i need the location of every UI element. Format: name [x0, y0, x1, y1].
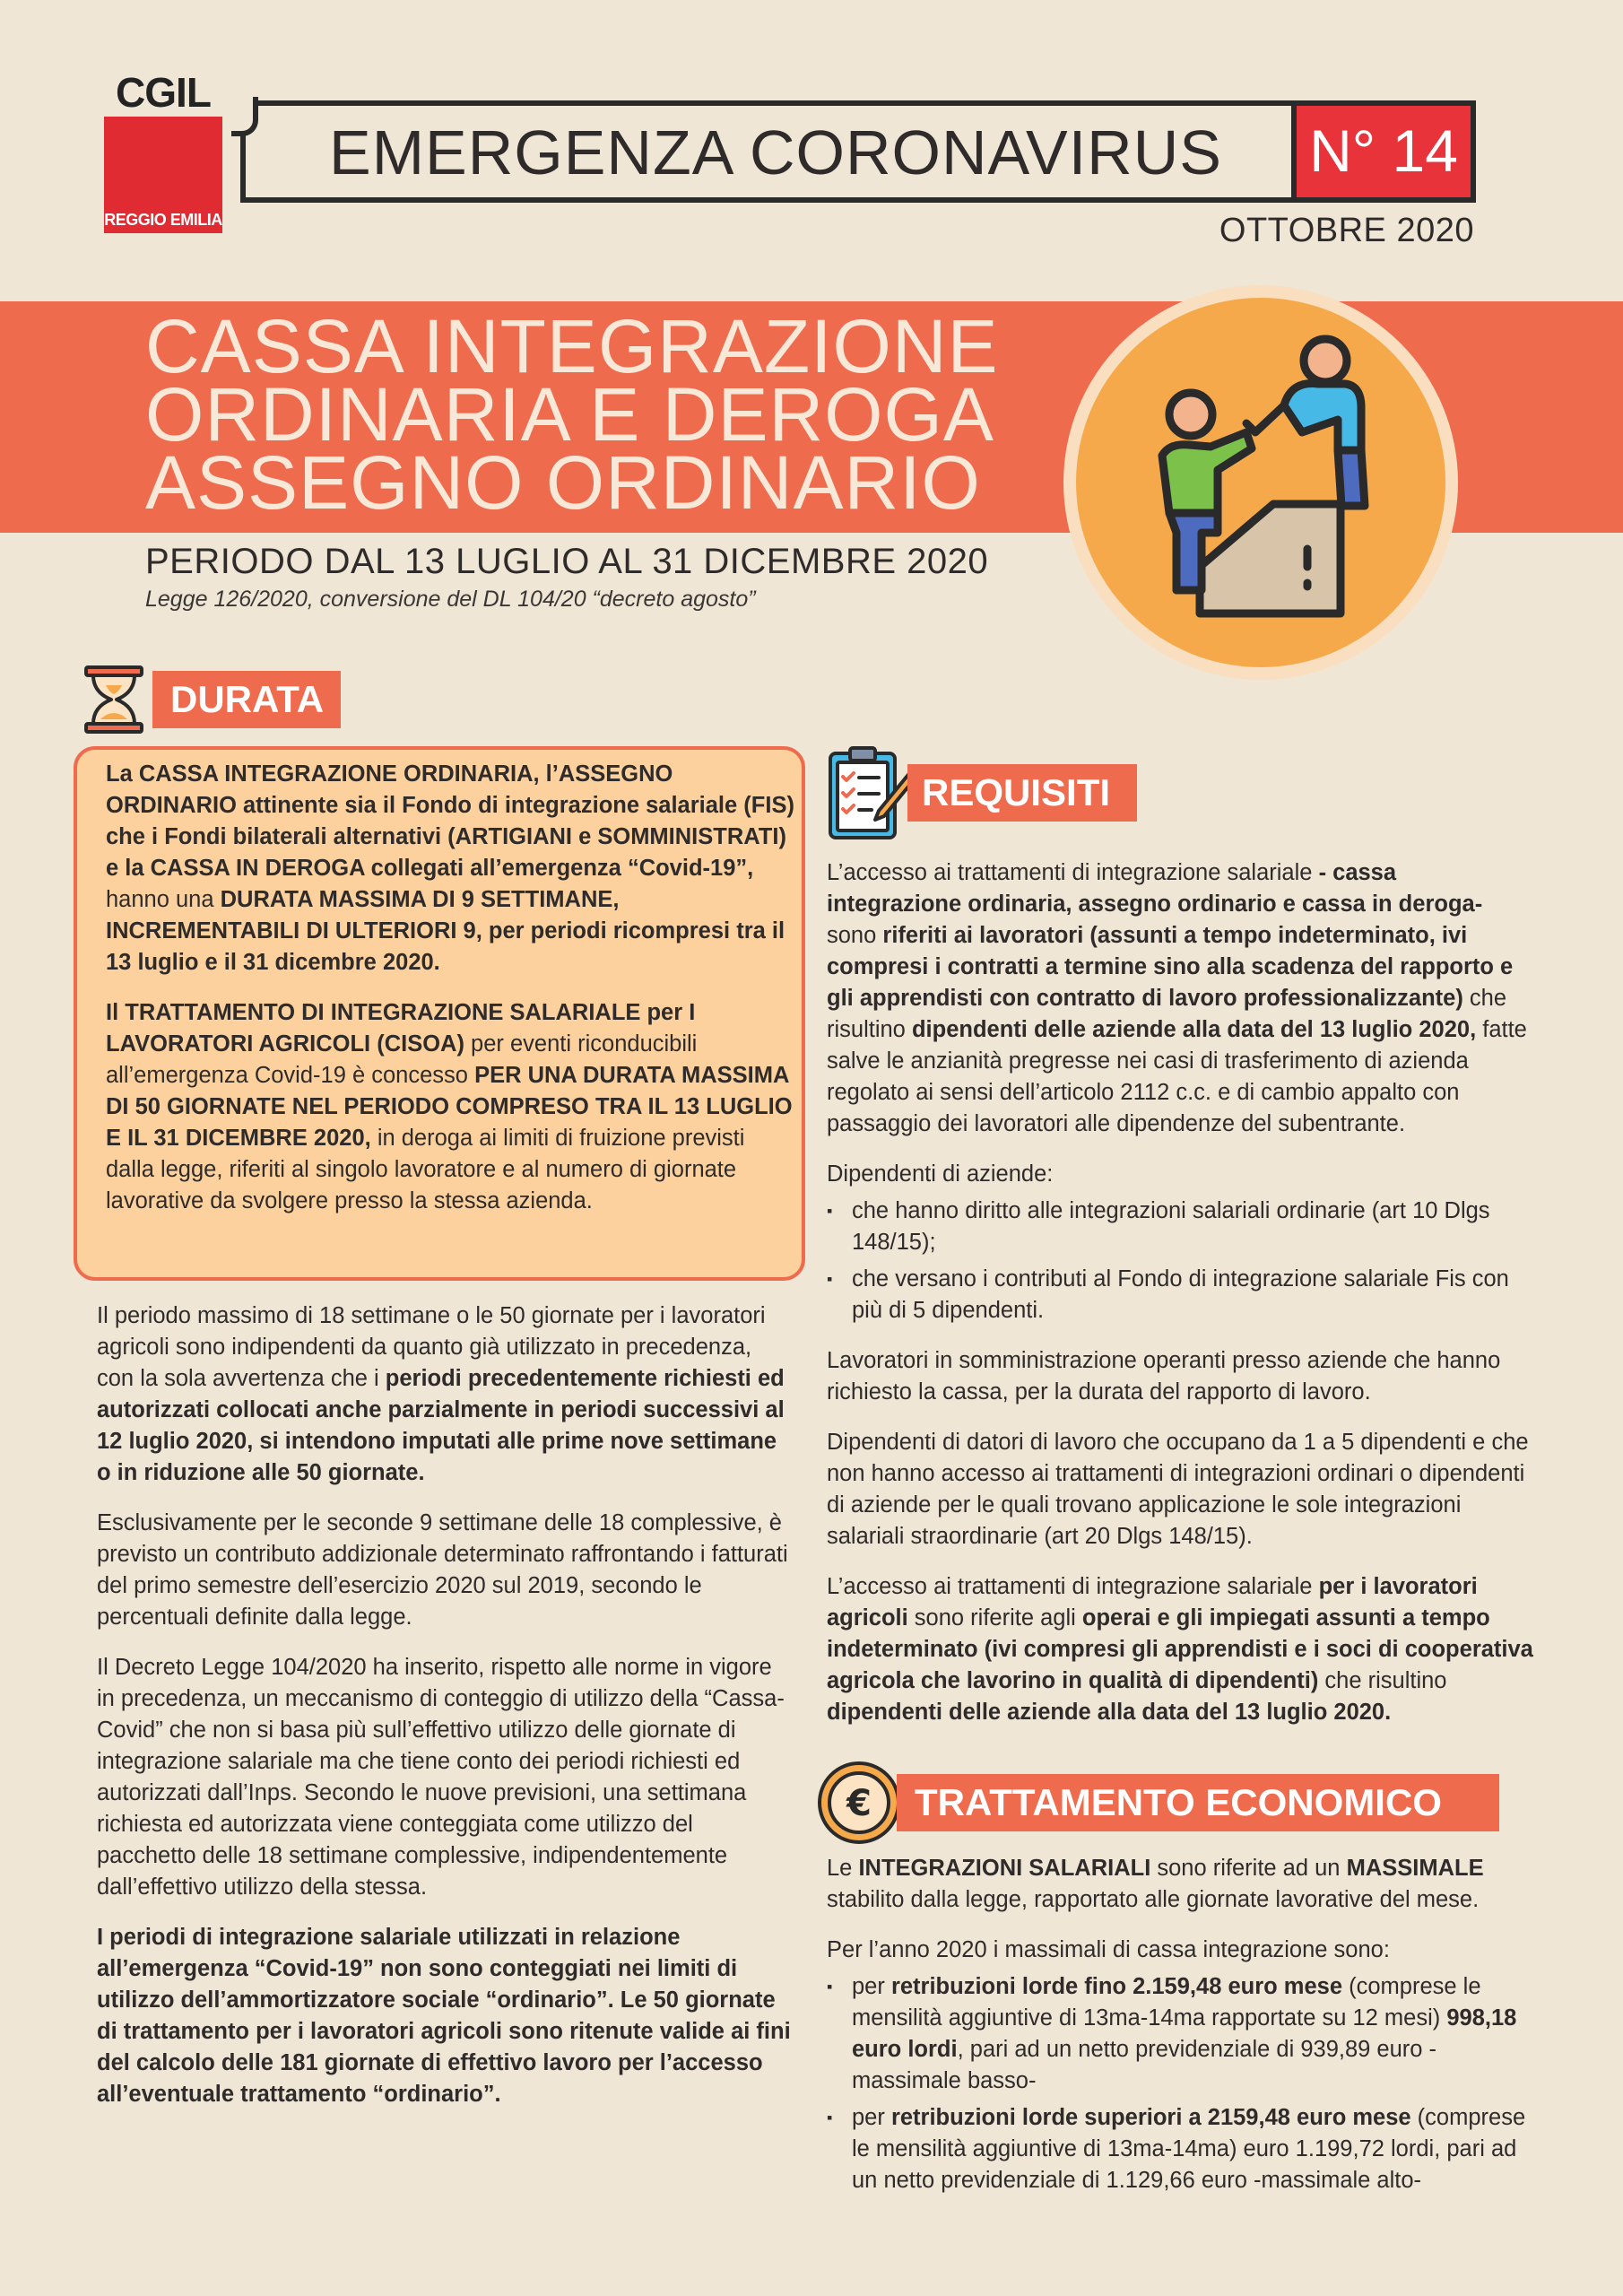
paragraph [97, 1922, 793, 2110]
paragraph [827, 1853, 1535, 1916]
paragraph [827, 1427, 1535, 1552]
svg-text:€: € [846, 1783, 872, 1824]
paragraph [97, 1652, 793, 1903]
logo-text: CGIL [116, 69, 211, 116]
section-heading-requisiti: REQUISITI [907, 764, 1137, 822]
title-frame-notch [231, 97, 258, 136]
text-run: (comprese le mensilità aggiuntive di 13ma-14ma) euro 1.199,72 lordi, pari ad un netto previdenziale di 1.129,66 euro -massimale alto- [852, 2105, 1526, 2193]
bold-text: PER UNA DURATA MASSIMA DI 50 GIORNATE NEL PERIODO COMPRESO TRA IL 13 LUGLIO E IL 31 DICEMBRE 2020, [106, 1063, 793, 1151]
text-run: che risultino [1318, 1668, 1447, 1693]
paragraph [106, 997, 796, 1217]
bold-text: riferiti ai lavoratori (assunti a tempo indeterminato, ivi compresi i contratti a termine sino alla scadenza del rapporto e gli apprendisti con contratto di lavoro professionalizzante) [827, 923, 1514, 1011]
banner-title-line: CASSA INTEGRAZIONE [145, 304, 999, 388]
bold-text: DURATA MASSIMA DI 9 SETTIMANE, INCREMENTABILI DI ULTERIORI 9, per periodi ricompresi tra il 13 luglio e il 31 dicembre 2020. [106, 887, 785, 975]
text-run: Dipendenti di datori di lavoro che occupano da 1 a 5 dipendenti e che non hanno accesso ai trattamenti di integrazioni ordinari o dipendenti di aziende per le quali trovano applicazione le sole integrazioni salariali straordinarie (art 20 Dlgs 148/15). [827, 1430, 1529, 1549]
bold-text: 998,18 euro lordi [852, 2005, 1517, 2062]
banner-title-line: ASSEGNO ORDINARIO [145, 440, 981, 525]
text-run: L’accesso ai trattamenti di integrazione salariale [827, 1574, 1319, 1599]
section-heading-trattamento: TRATTAMENTO ECONOMICO [897, 1774, 1499, 1831]
helping-hand-illustration [1076, 298, 1445, 667]
text-run: sono riferite agli [907, 1605, 1082, 1631]
text-run: che versano i contributi al Fondo di integrazione salariale Fis con più di 5 dipendenti. [852, 1266, 1509, 1323]
text-run: L’accesso ai trattamenti di integrazione salariale [827, 860, 1319, 885]
bold-text: - cassa integrazione ordinaria, assegno ordinario e cassa in deroga- [827, 860, 1483, 917]
text-run: Le [827, 1856, 859, 1881]
banner-title-line: ORDINARIA E DEROGA [145, 372, 994, 457]
paragraph [827, 1571, 1535, 1728]
list-item [827, 2102, 1535, 2196]
text-run: in deroga ai limiti di fruizione previsti dalla legge, riferiti al singolo lavoratore e al numero di giornate lavorative da svolgere presso la stessa azienda. [106, 1126, 745, 1213]
issue-number: N° 14 [1291, 100, 1476, 203]
text-run: sono riferite ad un [1150, 1856, 1347, 1881]
text-run: che risultino [827, 986, 1507, 1042]
durata-highlight-text [106, 759, 796, 1236]
text-run: Per l’anno 2020 i massimali di cassa integrazione sono: [827, 1937, 1390, 1962]
cgil-logo [104, 69, 222, 233]
bold-text: La CASSA INTEGRAZIONE ORDINARIA, l’ASSEGNO ORDINARIO attinente sia il Fondo di integrazione salariale (FIS) che i Fondi bilaterali alternativi (ARTIGIANI e SOMMINISTRATI) e la CASSA IN DEROGA collegati all’emergenza “Covid-19”, [106, 761, 794, 881]
bold-text: I periodi di integrazione salariale utilizzati in relazione all’emergenza “Covid-19” non sono conteggiati nei limiti di utilizzo dell’ammortizzatore sociale “ordinario”. Le 50 giornate di trattamento per i lavoratori agricoli sono ritenute valide ai fini del calcolo delle 181 giornate di effettivo lavoro per l’accesso all’eventuale trattamento “ordinario”. [97, 1925, 791, 2107]
issue-date: OTTOBRE 2020 [1219, 212, 1474, 249]
logo-red-block [104, 117, 222, 233]
paragraph [827, 1159, 1535, 1190]
paragraph [97, 1300, 793, 1489]
bold-text: periodi precedentemente richiesti ed autorizzati collocati anche parzialmente in periodi successivi al 12 luglio 2020, si intendono imputati alle prime nove settimane o in riduzione alle 50 giornate. [97, 1366, 785, 1485]
trattamento-body [827, 1853, 1535, 2215]
section-heading-durata: DURATA [152, 671, 341, 728]
bold-text: dipendenti delle aziende alla data del 13 luglio 2020, [911, 1017, 1477, 1042]
text-run: per [852, 2105, 891, 2130]
law-reference: Legge 126/2020, conversione del DL 104/20 “decreto agosto” [145, 587, 756, 612]
text-run: sono [827, 923, 883, 948]
paragraph [827, 1345, 1535, 1408]
text-run: fatte salve le anzianità pregresse nei casi di trasferimento di azienda regolato ai sensi dell’articolo 2112 c.c. e di cambio appalto con passaggio dei lavoratori alle dipendenze del subentrante. [827, 1017, 1527, 1136]
bold-text: retribuzioni lorde fino 2.159,48 euro mese [890, 1974, 1343, 1999]
text-run: che hanno diritto alle integrazioni salariali ordinarie (art 10 Dlgs 148/15); [852, 1198, 1490, 1255]
text-run: Il periodo massimo di 18 settimane o le 50 giornate per i lavoratori agricoli sono indipendenti da quanto già utilizzato in precedenza, con la sola avvertenza che i [97, 1303, 766, 1391]
requisiti-body [827, 857, 1535, 1747]
text-run: Esclusivamente per le seconde 9 settimane delle 18 complessive, è previsto un contributo addizionale determinato raffrontando i fatturati del primo semestre dell’esercizio 2020 sul 2019, secondo le percentuali definite dalla legge. [97, 1510, 788, 1630]
list-item [827, 1196, 1535, 1258]
paragraph [106, 759, 796, 978]
list-item [827, 1971, 1535, 2097]
period-subtitle: PERIODO DAL 13 LUGLIO AL 31 DICEMBRE 2020 [145, 542, 989, 581]
durata-body [97, 1300, 793, 2129]
euro-coin-icon [816, 1760, 902, 1846]
paragraph [827, 1935, 1535, 1966]
banner-title [145, 304, 1042, 525]
bold-text: retribuzioni lorde superiori a 2159,48 euro mese [890, 2105, 1411, 2130]
bold-text: operai e gli impiegati assunti a tempo indeterminato (ivi compresi gli apprendisti e i soci di cooperativa agricola che lavorino in qualità di dipendenti) [827, 1605, 1533, 1693]
bold-text: INTEGRAZIONI SALARIALI [858, 1856, 1151, 1881]
text-run: , pari ad un netto previdenziale di 939,89 euro -massimale basso- [852, 2037, 1437, 2093]
bold-text: per i lavoratori agricoli [827, 1574, 1478, 1631]
bold-text: MASSIMALE [1346, 1856, 1484, 1881]
text-run: Dipendenti di aziende: [827, 1161, 1054, 1187]
text-run: per eventi riconducibili all’emergenza Covid-19 è concesso [106, 1031, 698, 1088]
paragraph [97, 1508, 793, 1633]
paragraph [827, 857, 1535, 1140]
bold-text: Il TRATTAMENTO DI INTEGRAZIONE SALARIALE per I LAVORATORI AGRICOLI (CISOA) [106, 1000, 696, 1057]
page-title: EMERGENZA CORONAVIRUS [329, 117, 1222, 187]
text-run: per [852, 1974, 891, 1999]
logo-subtitle: REGGIO EMILIA [104, 211, 222, 229]
clipboard-checklist-icon [825, 744, 918, 843]
hourglass-icon [82, 664, 145, 735]
bold-text: dipendenti delle aziende alla data del 13 luglio 2020. [827, 1700, 1392, 1725]
text-run: Il Decreto Legge 104/2020 ha inserito, rispetto alle norme in vigore in precedenza, un meccanismo di conteggio di utilizzo della “Cassa-Covid” che non si basa più sull’effettivo utilizzo delle giornate di integrazione salariale ma che tiene conto dei periodi richiesti ed autorizzati dall’Inps. Secondo le nuove previsioni, una settimana richiesta ed autorizzata viene conteggiata come utilizzo del pacchetto delle 18 settimane complessive, indipendentemente dall’effettivo utilizzo della stessa. [97, 1655, 785, 1900]
text-run: (comprese le mensilità aggiuntive di 13ma-14ma rapportate su 12 mesi) [852, 1974, 1481, 2031]
text-run: hanno una [106, 887, 221, 912]
text-run: Lavoratori in somministrazione operanti presso aziende che hanno richiesto la cassa, per la durata del rapporto di lavoro. [827, 1348, 1501, 1405]
text-run: stabilito dalla legge, rapportato alle giornate lavorative del mese. [827, 1887, 1480, 1912]
list-item [827, 1264, 1535, 1326]
